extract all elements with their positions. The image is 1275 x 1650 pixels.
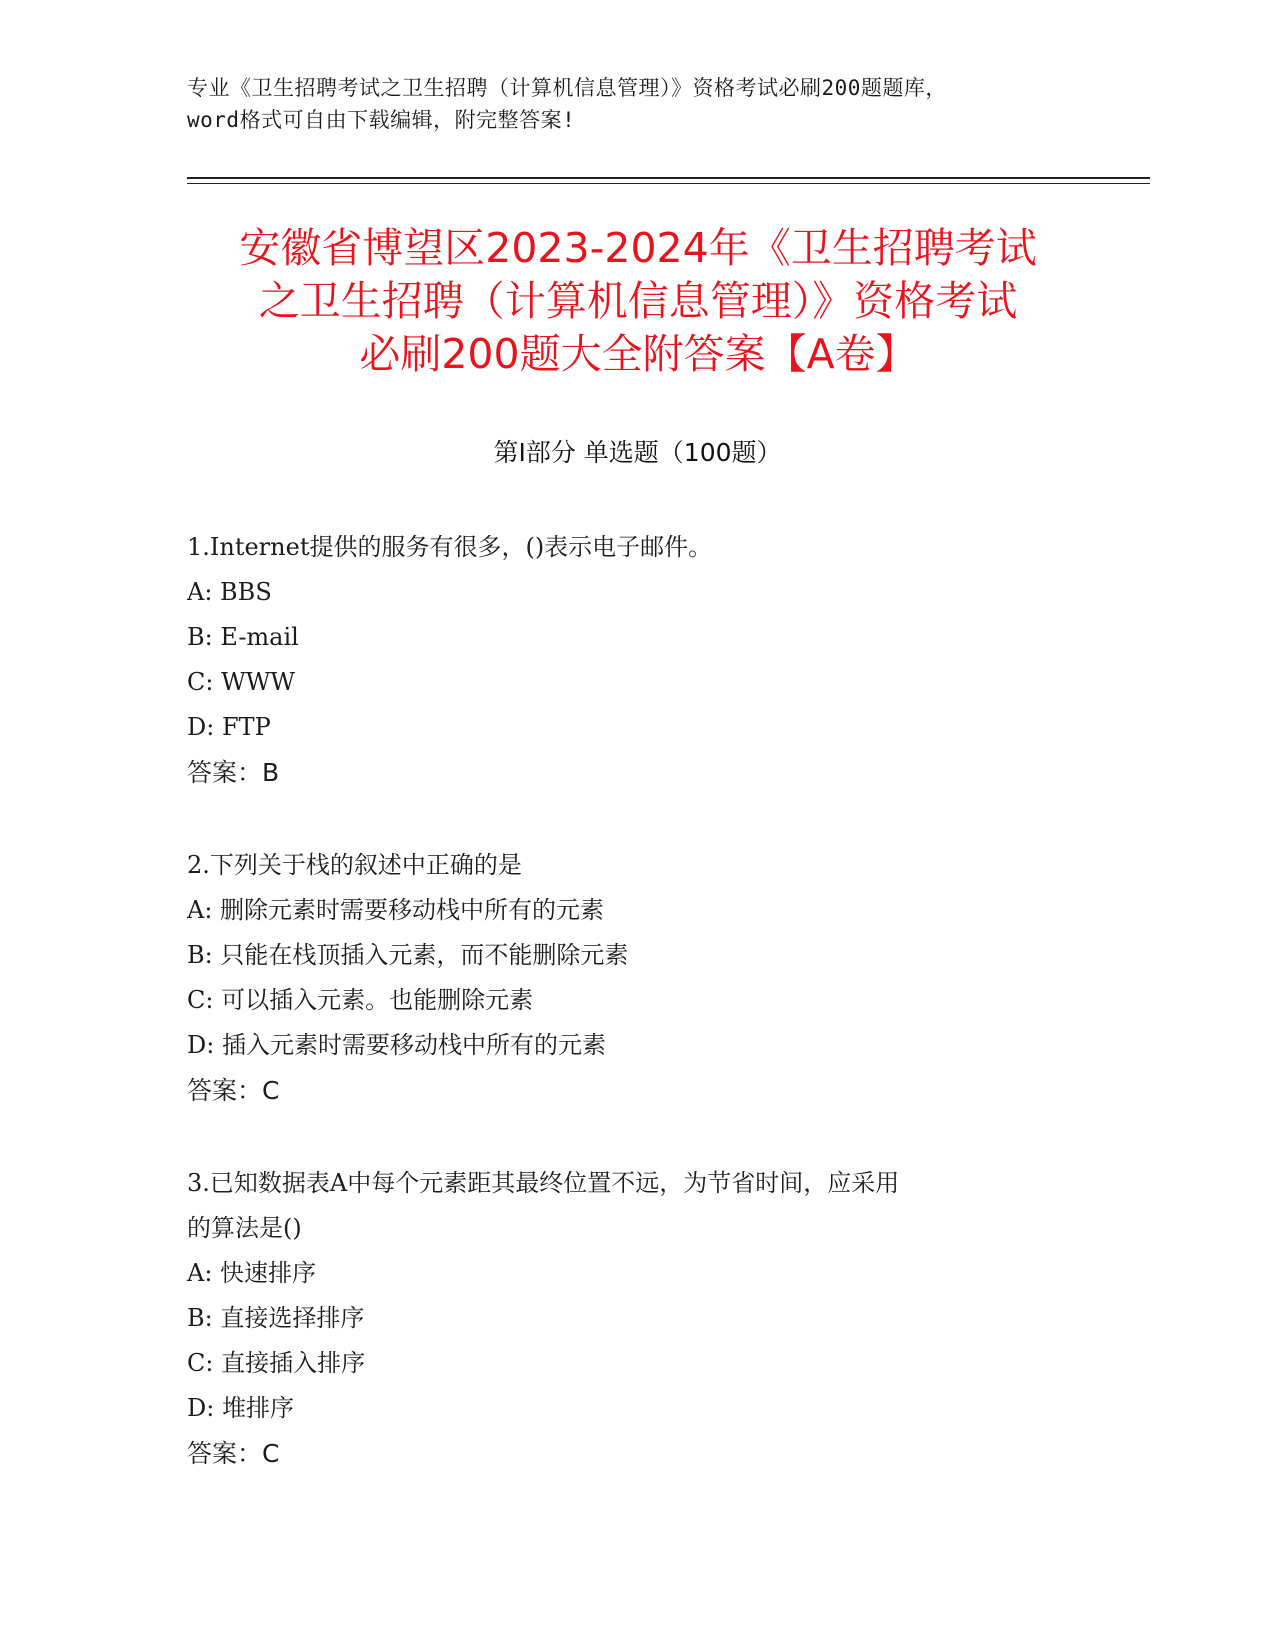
question-stem-continued: 的算法是() [187, 1214, 302, 1242]
header-divider [187, 177, 1150, 179]
option-a: A: BBS [187, 578, 272, 606]
option-a: A: 删除元素时需要移动栈中所有的元素 [187, 896, 605, 924]
title-line: 之卫生招聘（计算机信息管理）》资格考试 [258, 277, 1018, 325]
answer-line: 答案：C [187, 1439, 280, 1468]
option-d: D: 堆排序 [187, 1394, 294, 1422]
answer-line: 答案：B [187, 758, 280, 787]
title-line: 安徽省博望区2023-2024年《卫生招聘考试 [239, 224, 1037, 272]
option-b: B: 只能在栈顶插入元素，而不能删除元素 [187, 941, 629, 969]
option-c: C: 可以插入元素。也能删除元素 [187, 986, 534, 1014]
question-item [187, 843, 1087, 1113]
question-stem: 2.下列关于栈的叙述中正确的是 [187, 851, 522, 879]
option-c: C: 直接插入排序 [187, 1349, 366, 1377]
option-d: D: 插入元素时需要移动栈中所有的元素 [187, 1031, 606, 1059]
option-d: D: FTP [187, 713, 271, 741]
document-title [120, 222, 1156, 381]
option-b: B: 直接选择排序 [187, 1304, 365, 1332]
header-divider-thin [187, 183, 1150, 184]
question-stem: 3.已知数据表A中每个元素距其最终位置不远，为节省时间，应采用 [187, 1169, 900, 1197]
option-b: B: E-mail [187, 623, 299, 651]
title-line: 必刷200题大全附答案【A卷】 [359, 330, 917, 378]
header-note [187, 72, 1087, 136]
question-item [187, 525, 1087, 795]
header-note-line: 专业《卫生招聘考试之卫生招聘（计算机信息管理）》资格考试必刷200题题库， [187, 76, 947, 100]
option-a: A: 快速排序 [187, 1259, 317, 1287]
answer-line: 答案：C [187, 1076, 280, 1105]
option-c: C: WWW [187, 668, 296, 696]
question-item [187, 1161, 1087, 1476]
section-heading: 第I部分 单选题（100题） [493, 438, 782, 467]
header-note-line: word格式可自由下载编辑，附完整答案! [187, 108, 576, 132]
question-stem: 1.Internet提供的服务有很多，()表示电子邮件。 [187, 533, 713, 561]
